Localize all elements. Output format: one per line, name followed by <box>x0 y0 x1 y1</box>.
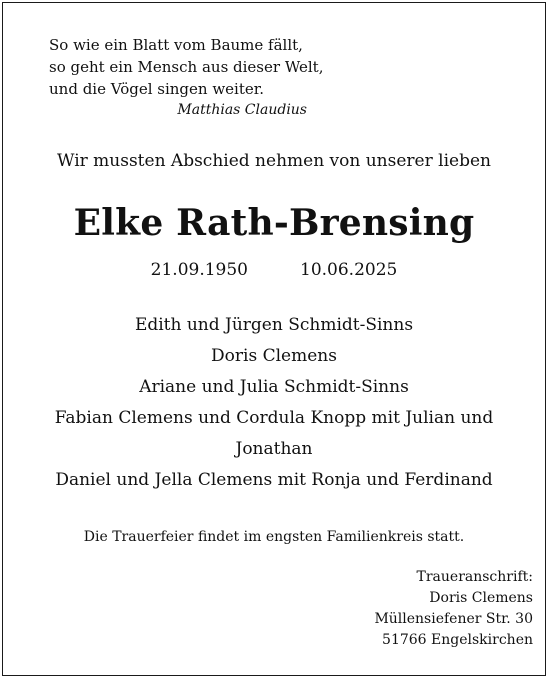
obituary-notice <box>2 2 546 676</box>
poem-quote <box>49 34 323 100</box>
family-line: Ariane und Julia Schmidt-Sinns <box>139 377 409 397</box>
deceased-name: Elke Rath-Brensing <box>73 202 475 244</box>
family-list <box>33 310 515 496</box>
poem-line: So wie ein Blatt vom Baume fällt, <box>49 36 303 54</box>
intro-text: Wir mussten Abschied nehmen von unserer lieben <box>57 151 491 171</box>
address-city: 51766 Engelskirchen <box>382 632 533 648</box>
family-line: Jonathan <box>235 439 313 459</box>
family-line: Doris Clemens <box>211 346 337 366</box>
address-label: Traueranschrift: <box>416 569 533 585</box>
death-date: 10.06.2025 <box>300 260 398 280</box>
address-name: Doris Clemens <box>429 590 533 606</box>
birth-date: 21.09.1950 <box>150 260 248 280</box>
family-line: Edith und Jürgen Schmidt-Sinns <box>134 315 414 335</box>
poem-author: Matthias Claudius <box>177 102 307 118</box>
ceremony-note: Die Trauerfeier findet im engsten Familienkreis statt. <box>83 529 465 545</box>
family-line: Daniel und Jella Clemens mit Ronja und Ferdinand <box>55 470 493 490</box>
poem-line: und die Vögel singen weiter. <box>49 80 265 98</box>
mourning-address <box>374 567 533 651</box>
poem-line: so geht ein Mensch aus dieser Welt, <box>49 58 324 76</box>
life-dates <box>3 257 545 283</box>
address-street: Müllensiefener Str. 30 <box>374 611 533 627</box>
family-line: Fabian Clemens und Cordula Knopp mit Julian und <box>54 408 494 428</box>
